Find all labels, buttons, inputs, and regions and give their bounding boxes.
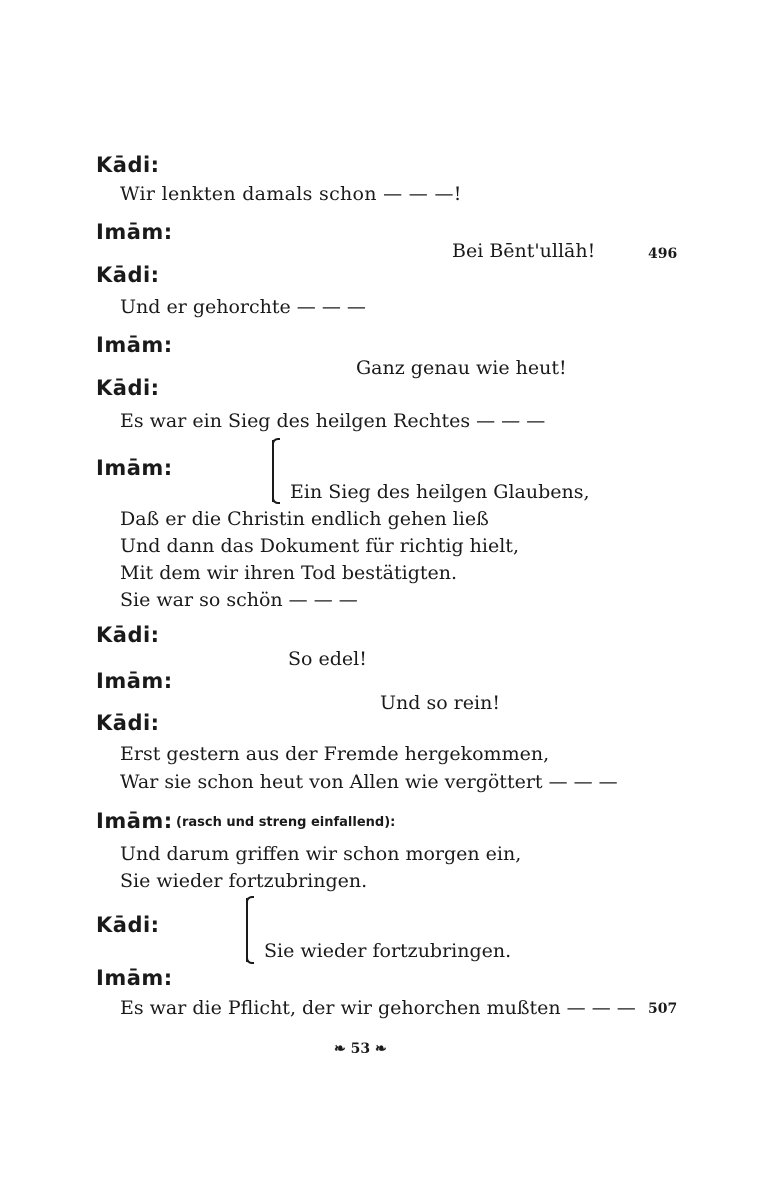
verse-line: Wir lenkten damals schon — — —! [120,183,462,205]
speaker-label: Imām: [96,220,173,244]
speaker-label: Imām: [96,669,173,693]
verse-line: Erst gestern aus der Fremde hergekommen, [120,743,550,765]
line-number: 496 [648,246,678,262]
verse-line: Und er gehorchte — — — [120,296,366,318]
verse-line: Ganz genau wie heut! [356,357,567,379]
speaker-label: Kādi: [96,153,160,177]
verse-line: Daß er die Christin endlich gehen ließ [120,508,489,530]
verse-line: Mit dem wir ihren Tod bestätigten. [120,562,458,584]
speaker-label: Kādi: [96,913,160,937]
speaker-label: Kādi: [96,376,160,400]
page-number: ❧ 53 ❧ [334,1041,387,1057]
verse-line: Bei Bēnt'ullāh! [452,240,596,262]
speaker-label: Imām: [96,809,173,833]
verse-line: So edel! [288,648,367,670]
speaker-label: Imām: [96,333,173,357]
brace-icon [246,898,258,962]
brace-icon [272,440,284,502]
line-number: 507 [648,1001,678,1017]
verse-line: Und so rein! [380,692,500,714]
verse-line: Ein Sieg des heilgen Glaubens, [290,481,590,503]
verse-line: Und darum griffen wir schon morgen ein, [120,843,522,865]
stage-direction: (rasch und streng einfallend): [176,815,396,830]
verse-line: War sie schon heut von Allen wie vergöttert — — — [120,771,618,793]
verse-line: Sie wieder fortzubringen. [120,870,368,892]
speaker-label: Imām: [96,966,173,990]
verse-line: Es war die Pflicht, der wir gehorchen mußten — — — [120,997,636,1019]
verse-line: Und dann das Dokument für richtig hielt, [120,535,519,557]
speaker-label: Kādi: [96,711,160,735]
speaker-label: Imām: [96,456,173,480]
verse-line: Sie war so schön — — — [120,589,358,611]
speaker-label: Kādi: [96,263,160,287]
verse-line: Sie wieder fortzubringen. [264,940,512,962]
verse-line: Es war ein Sieg des heilgen Rechtes — — — [120,410,546,432]
speaker-label: Kādi: [96,623,160,647]
